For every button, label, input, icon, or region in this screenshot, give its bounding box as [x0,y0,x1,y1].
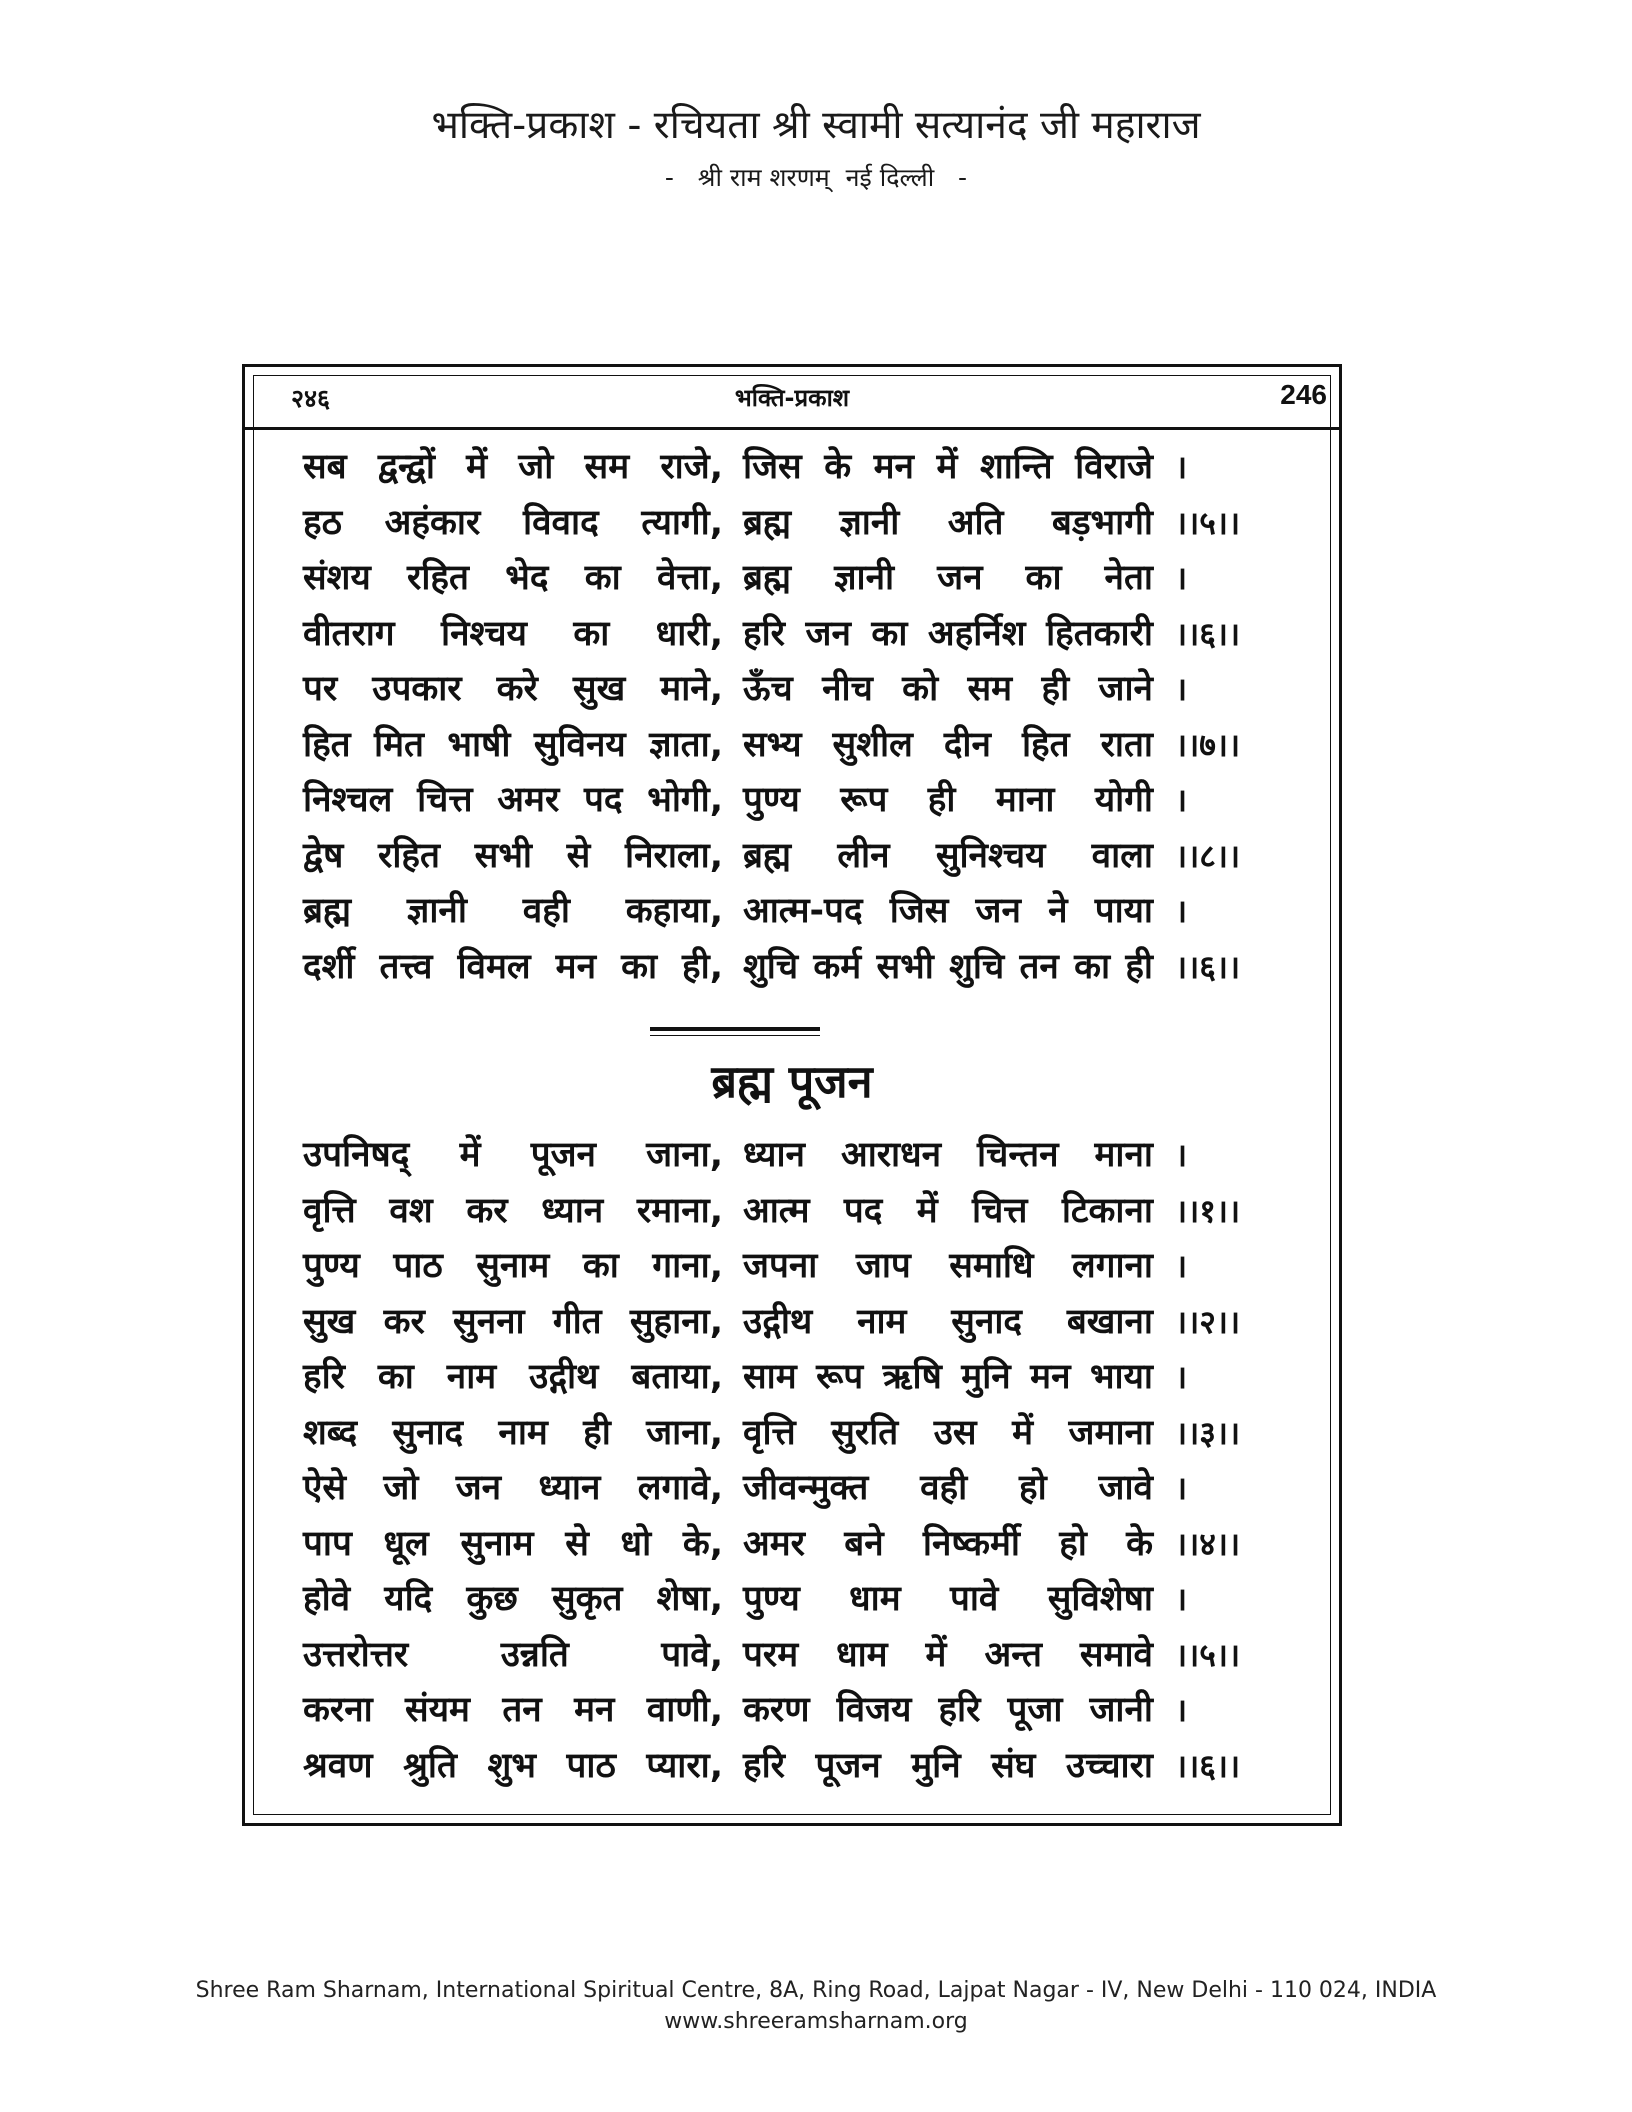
verse-marker: । [1175,1358,1188,1396]
verse-marker: ।।६।। [1175,614,1241,653]
verse-line [303,1127,1323,1183]
scanned-page-frame [242,364,1342,1826]
verse-first-half: पाप धूल सुनाम से धो के, [303,1523,723,1564]
verse-line [303,1405,1323,1461]
page-number-devanagari: २४६ [291,384,331,413]
verse-marker: ।।६।। [1175,947,1241,986]
verse-marker: । [1175,1469,1188,1507]
verse-first-half: ऐसे जो जन ध्यान लगावे, [303,1468,723,1508]
verse-second-half: जिस के मन में शान्ति विराजे [743,447,1153,487]
verse-second-half: परम धाम में अन्त समावे [743,1634,1153,1675]
verse-first-half: हित मित भाषी सुविनय ज्ञाता, [303,724,723,765]
verse-marker: ।।४।। [1175,1524,1241,1563]
verse-first-half: करना संयम तन मन वाणी, [303,1690,723,1730]
verse-first-half: उत्तरोत्तर उन्नति पावे, [303,1634,723,1675]
verse-marker: । [1175,1691,1188,1729]
verse-first-half: वृत्ति वश कर ध्यान रमाना, [303,1190,723,1231]
verse-first-half: संशय रहित भेद का वेत्ता, [303,558,723,598]
verse-line [303,495,1323,551]
verse-marker: ।।३।। [1175,1413,1241,1452]
verse-second-half: पुण्य धाम पावे सुविशेषा [743,1579,1153,1619]
verse-marker: । [1175,892,1188,930]
verse-first-half: दर्शी तत्त्व विमल मन का ही, [303,946,723,987]
verse-second-half: उद्गीथ नाम सुनाद बखाना [743,1301,1153,1342]
verse-second-half: साम रूप ऋषि मुनि मन भाया [743,1357,1153,1397]
verse-first-half: पर उपकार करे सुख माने, [303,669,723,709]
verse-second-half: करण विजय हरि पूजा जानी [743,1690,1153,1730]
verse-line [303,1294,1323,1350]
verse-line [303,1627,1323,1683]
verse-first-half: उपनिषद् में पूजन जाना, [303,1135,723,1175]
verse-second-half: ऊँच नीच को सम ही जाने [743,669,1153,709]
verse-marker: । [1175,448,1188,486]
running-title: भक्ति-प्रकाश [734,384,850,412]
verse-first-half: वीतराग निश्चय का धारी, [303,613,723,654]
verse-second-half: जीवन्मुक्त वही हो जावे [743,1468,1153,1508]
verse-line [303,661,1323,717]
verse-line [303,828,1323,884]
verse-marker: । [1175,1247,1188,1285]
verse-marker: ।।६।। [1175,1746,1241,1785]
verse-line [303,1738,1323,1794]
verse-first-half: ब्रह्म ज्ञानी वही कहाया, [303,891,723,931]
verse-second-half: पुण्य रूप ही माना योगी [743,780,1153,820]
verse-line [303,1571,1323,1627]
verse-marker: । [1175,1136,1188,1174]
verse-marker: । [1175,1580,1188,1618]
verse-first-half: द्वेष रहित सभी से निराला, [303,835,723,876]
verse-line [303,439,1323,495]
verse-line [303,1238,1323,1294]
verse-second-half: शुचि कर्म सभी शुचि तन का ही [743,946,1153,987]
verse-line [303,939,1323,995]
page-number: 246 [1280,379,1327,410]
verse-second-half: आत्म पद में चित्त टिकाना [743,1190,1153,1231]
verse-line [303,1682,1323,1738]
verse-first-half: सब द्वन्द्वों में जो सम राजे, [303,447,723,487]
verse-line [303,550,1323,606]
verse-line [303,1460,1323,1516]
verse-second-half: सभ्य सुशील दीन हित राता [743,724,1153,765]
verse-first-half: निश्चल चित्त अमर पद भोगी, [303,780,723,820]
verse-second-half: हरि जन का अहर्निश हितकारी [743,613,1153,654]
verse-first-half: होवे यदि कुछ सुकृत शेषा, [303,1579,723,1619]
verse-second-half: वृत्ति सुरति उस में जमाना [743,1412,1153,1453]
verse-marker: । [1175,559,1188,597]
page-footer [0,1975,1632,2037]
verse-first-half: सुख कर सुनना गीत सुहाना, [303,1301,723,1342]
verse-line [303,1516,1323,1572]
verse-second-half: ब्रह्म लीन सुनिश्चय वाला [743,835,1153,876]
verse-marker: ।।५।। [1175,1635,1241,1674]
verse-second-half: जपना जाप समाधि लगाना [743,1246,1153,1286]
footer-address: Shree Ram Sharnam, International Spiritual Centre, 8A, Ring Road, Lajpat Nagar - IV, New Delhi - 110 024, INDIA [195,1978,1437,2003]
verse-marker: । [1175,781,1188,819]
verse-first-half: श्रवण श्रुति शुभ पाठ प्यारा, [303,1745,723,1786]
verse-first-half: पुण्य पाठ सुनाम का गाना, [303,1246,723,1286]
verse-first-half: शब्द सुनाद नाम ही जाना, [303,1412,723,1453]
document-header [0,100,1632,198]
section-separator [650,1027,820,1036]
verse-line [303,1183,1323,1239]
document-title: भक्ति-प्रकाश - रचियता श्री स्वामी सत्यानंद जी महाराज [431,103,1201,148]
verse-second-half: ब्रह्म ज्ञानी अति बड़भागी [743,502,1153,543]
document-subtitle: - श्री राम शरणम् नई दिल्ली - [664,163,968,192]
footer-website: www.shreeramsharnam.org [664,2009,968,2034]
section-title: ब्रह्म पूजन [711,1055,873,1108]
verse-marker: ।।८।। [1175,836,1241,875]
verse-second-half: ब्रह्म ज्ञानी जन का नेता [743,558,1153,598]
verse-line [303,717,1323,773]
verse-marker: ।।७।। [1175,725,1241,764]
verse-second-half: ध्यान आराधन चिन्तन माना [743,1135,1153,1175]
verse-line [303,883,1323,939]
verse-marker: ।।१।। [1175,1191,1241,1230]
verse-line [303,1349,1323,1405]
header-rule [245,427,1339,430]
verse-marker: ।।५।। [1175,503,1241,542]
verse-second-half: आत्म-पद जिस जन ने पाया [743,891,1153,931]
verse-line [303,772,1323,828]
verse-line [303,606,1323,662]
verse-marker: । [1175,670,1188,708]
verse-first-half: हरि का नाम उद्गीथ बताया, [303,1357,723,1397]
running-head [245,379,1339,423]
verse-second-half: अमर बने निष्कर्मी हो के [743,1523,1153,1564]
verse-second-half: हरि पूजन मुनि संघ उच्चारा [743,1745,1153,1786]
verse-marker: ।।२।। [1175,1302,1241,1341]
verse-first-half: हठ अहंकार विवाद त्यागी, [303,502,723,543]
